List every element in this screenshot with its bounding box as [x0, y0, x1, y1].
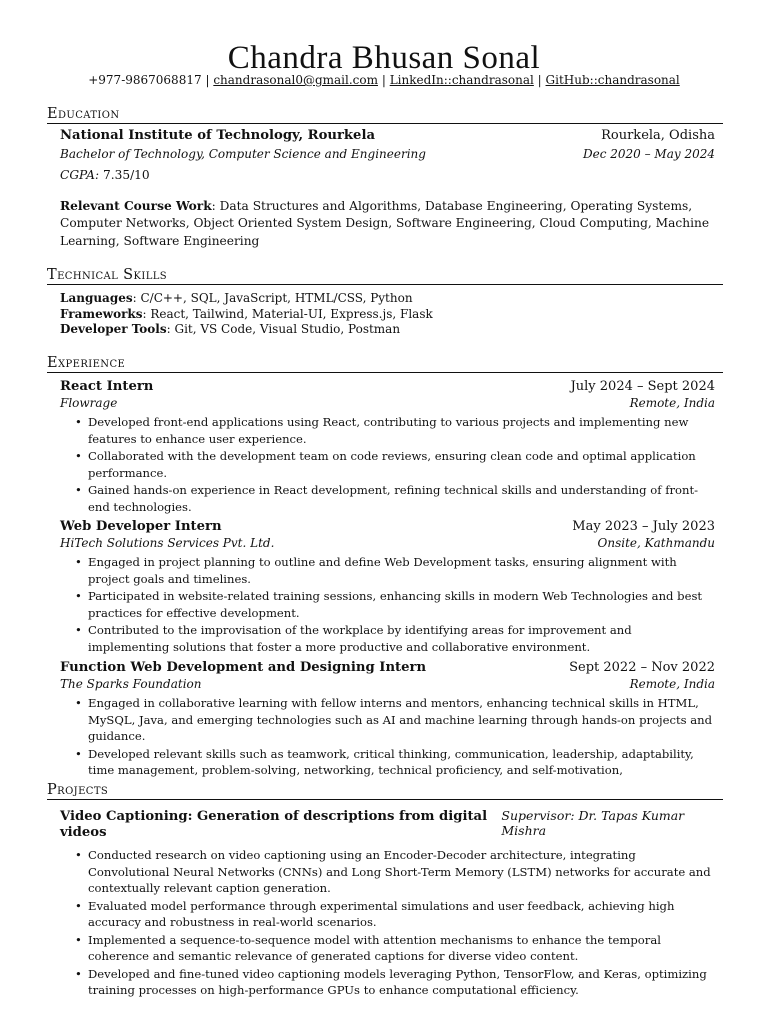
- bullet-item: • Implemented a sequence-to-sequence model with attention mechanisms to enhance the temporal coherence and semantic relevance of generated captions for diverse video content.: [60, 932, 715, 965]
- bullet-item: • Gained hands-on experience in React development, refining technical skills and understanding of front-end technologies.: [60, 482, 715, 515]
- company-name: The Sparks Foundation: [60, 677, 202, 691]
- job-title: Web Developer Intern: [60, 519, 222, 534]
- cgpa-value: 7.35/10: [102, 168, 150, 182]
- project-entry: [60, 808, 715, 1000]
- experience-entry: [60, 519, 715, 656]
- skills-block: [60, 291, 715, 338]
- cgpa: [60, 167, 715, 185]
- job-bullets: [60, 414, 715, 515]
- job-title: React Intern: [60, 379, 154, 394]
- education-entry: [60, 128, 715, 250]
- bullet-item: • Engaged in collaborative learning with fellow interns and mentors, enhancing technical skills in HTML, MySQL, Java, and emerging technologies such as AI and machine learning through hands-on projects and guidance.: [60, 695, 715, 745]
- separator: |: [205, 73, 210, 87]
- coursework-text: : Data Structures and Algorithms, Database Engineering, Operating Systems, Computer Networks, Object Oriented System Design, Software Engineering, Cloud Computing, Machine Learning, Software Engineering: [60, 198, 710, 248]
- bullet-item: • Engaged in project planning to outline and define Web Development tasks, ensuring alignment with project goals and timelines.: [60, 554, 715, 587]
- job-dates: May 2023 – July 2023: [572, 519, 715, 534]
- bullet-item: • Participated in website-related training sessions, enhancing skills in modern Web Technologies and best practices for effective development.: [60, 588, 715, 621]
- job-bullets: [60, 554, 715, 655]
- experience-entry: [60, 379, 715, 516]
- bullet-item: • Developed and fine-tuned video captioning models leveraging Python, TensorFlow, and Keras, optimizing training processes on high-performance GPUs to enhance computational efficiency.: [60, 966, 715, 999]
- separator: |: [381, 73, 386, 87]
- skills-languages: Languages: C/C++, SQL, JavaScript, HTML/CSS, Python: [60, 291, 413, 305]
- bullet-item: • Evaluated model performance through experimental simulations and user feedback, achieving high accuracy and robustness in real-world scenarios.: [60, 898, 715, 931]
- job-location: Onsite, Kathmandu: [597, 536, 715, 550]
- skills-developer-tools: Developer Tools: Git, VS Code, Visual Studio, Postman: [60, 322, 401, 336]
- education-dates: Dec 2020 – May 2024: [583, 147, 715, 161]
- email-link[interactable]: chandrasonal0@gmail.com: [213, 73, 378, 87]
- institution-name: National Institute of Technology, Rourkela: [60, 128, 375, 143]
- job-title: Function Web Development and Designing Intern: [60, 660, 427, 675]
- job-location: Remote, India: [629, 677, 715, 691]
- bullet-item: • Collaborated with the development team on code reviews, ensuring clean code and optimal application performance.: [60, 448, 715, 481]
- project-bullets: [60, 847, 715, 999]
- section-heading-projects: Projects: [47, 781, 723, 800]
- experience-entry: [60, 660, 715, 780]
- coursework-label: Relevant Course Work: [60, 198, 212, 213]
- bullet-item: • Developed relevant skills such as teamwork, critical thinking, communication, leadership, adaptability, time management, problem-solving, networking, technical proficiency, and self-motivation,: [60, 746, 715, 779]
- coursework: [60, 198, 715, 251]
- cgpa-label: CGPA:: [60, 168, 100, 182]
- skills-frameworks: Frameworks: React, Tailwind, Material-UI, Express.js, Flask: [60, 306, 433, 321]
- project-supervisor: Supervisor: Dr. Tapas Kumar Mishra: [501, 808, 685, 838]
- job-dates: July 2024 – Sept 2024: [570, 379, 715, 394]
- contact-line: [0, 73, 768, 88]
- degree: Bachelor of Technology, Computer Science and Engineering: [60, 147, 426, 161]
- bullet-item: • Contributed to the improvisation of the workplace by identifying areas for improvement and implementing solutions that foster a more productive and collaborative environment.: [60, 622, 715, 655]
- candidate-name: Chandra Bhusan Sonal: [227, 40, 541, 76]
- company-name: HiTech Solutions Services Pvt. Ltd.: [60, 536, 275, 550]
- job-location: Remote, India: [629, 396, 715, 410]
- linkedin-link[interactable]: LinkedIn::chandrasonal: [389, 73, 534, 87]
- phone-number: +977-9867068817: [88, 73, 202, 87]
- bullet-item: • Conducted research on video captioning using an Encoder-Decoder architecture, integrating Convolutional Neural Networks (CNNs) and Long Short-Term Memory (LSTM) networks for accurate and contextually relevant caption generation.: [60, 847, 715, 897]
- section-heading-education: Education: [47, 105, 723, 124]
- bullet-item: • Developed front-end applications using React, contributing to various projects and implementing new features to enhance user experience.: [60, 414, 715, 447]
- job-dates: Sept 2022 – Nov 2022: [569, 660, 715, 675]
- section-heading-skills: Technical Skills: [47, 266, 723, 285]
- section-heading-experience: Experience: [47, 354, 723, 373]
- github-link[interactable]: GitHub::chandrasonal: [545, 73, 680, 87]
- institution-location: Rourkela, Odisha: [601, 128, 715, 143]
- company-name: Flowrage: [60, 396, 118, 410]
- project-title: Video Captioning: Generation of descriptions from digital videos: [60, 809, 488, 840]
- job-bullets: [60, 695, 715, 779]
- separator: |: [537, 73, 542, 87]
